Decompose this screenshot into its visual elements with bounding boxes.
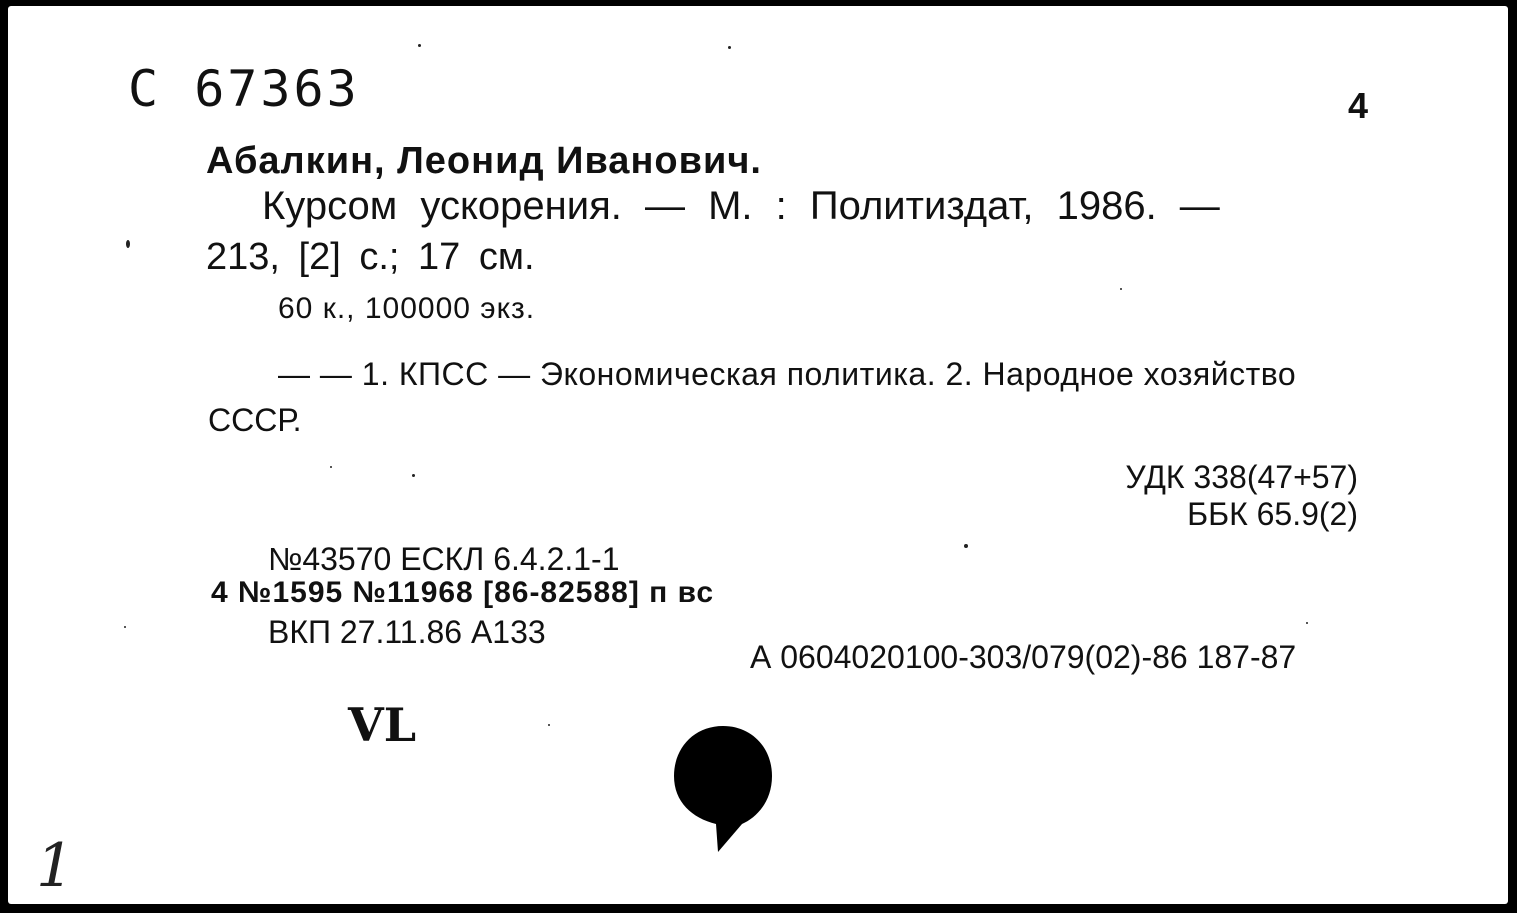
title-imprint-line: Курсом ускорения. — М. : Политиздат, 1986. — [262,184,1220,228]
scan-speck [418,44,421,47]
service-line-3: ВКП 27.11.86 А133 [268,614,546,650]
catalog-card [8,6,1508,904]
pagination-line: 213, [2] с.; 17 см. [206,236,535,278]
publication-code: А 0604020100-303/079(02)-86 187-87 [750,639,1297,675]
scan-speck [1306,622,1308,624]
punch-hole-icon [672,724,774,856]
scan-speck [126,240,130,248]
call-number: С 67363 [128,60,360,118]
subject-headings-line-2: СССР. [208,402,302,438]
scan-speck [124,626,126,628]
scan-speck [1120,288,1122,290]
handwritten-mark-vl: VL [348,698,417,752]
handwritten-number: 1 [36,831,75,901]
scan-speck [548,724,550,726]
card-count: 4 [1348,85,1369,126]
author-heading: Абалкин, Леонид Иванович. [206,140,762,182]
udk-classification: УДК 338(47+57) [1125,459,1358,495]
price-print-run: 60 к., 100000 экз. [278,292,536,325]
scan-speck [964,544,968,548]
scan-speck [330,466,332,468]
service-line-2: 4 №1595 №11968 [86-82588] п вс [211,576,715,609]
bbk-classification: ББК 65.9(2) [1187,496,1358,532]
scan-speck [728,46,731,49]
service-line-1: №43570 ЕСКЛ 6.4.2.1-1 [268,541,620,577]
scan-speck [412,474,415,477]
subject-headings-line-1: — — 1. КПСС — Экономическая политика. 2. Народное хозяйство [278,356,1297,392]
